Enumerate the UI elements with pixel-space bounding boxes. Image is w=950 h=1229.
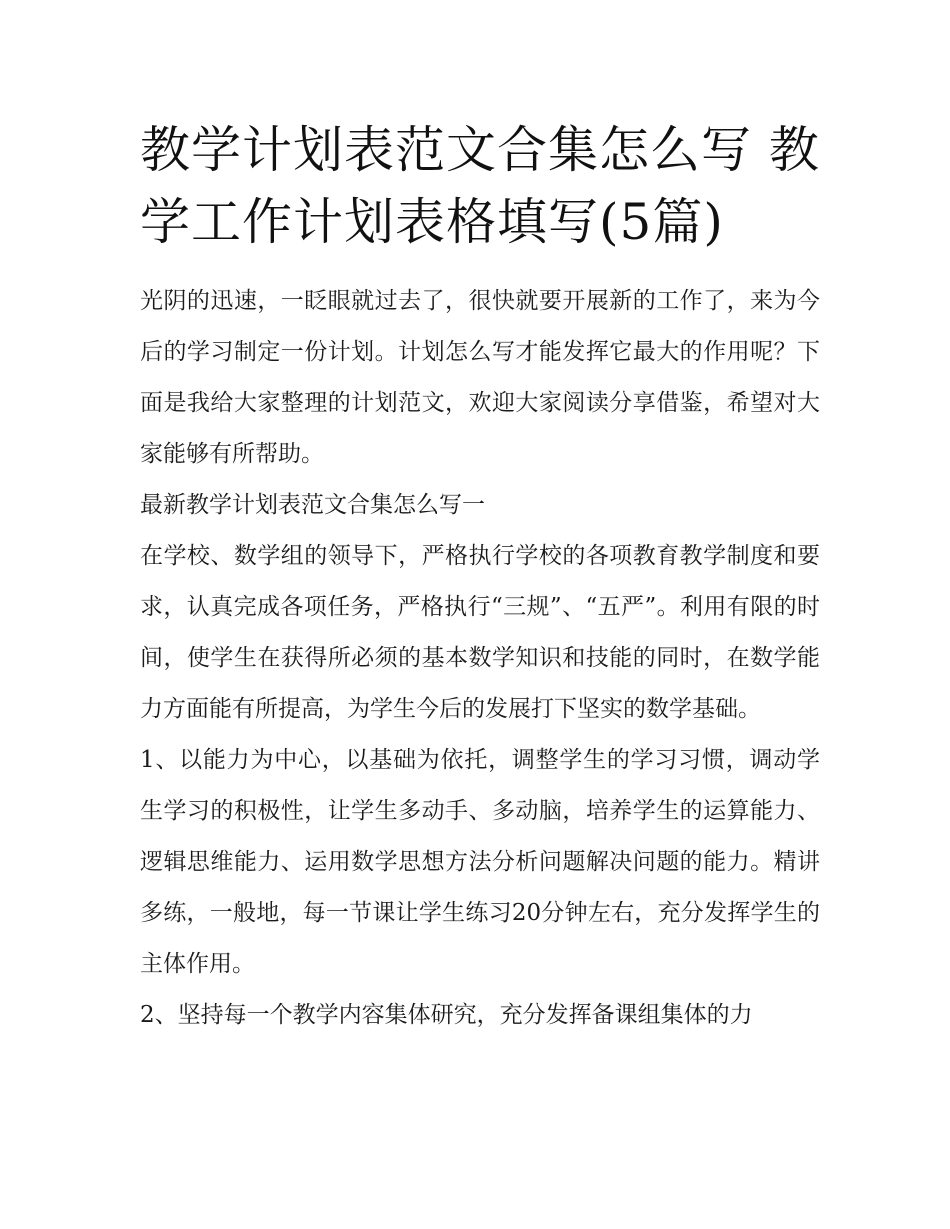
section-heading: 最新教学计划表范文合集怎么写一 bbox=[140, 492, 485, 518]
body-paragraph: 在学校、数学组的领导下，严格执行学校的各项教育教学制度和要求，认真完成各项任务，严格执行“三规”、“五严”。利用有限的时间，使学生在获得所必须的基本数学知识和技能的同时，在数学能力方面能有所提高，为学生今后的发展打下坚实的数学基础。 bbox=[140, 543, 820, 722]
list-item: 1、以能力为中心，以基础为依托，调整学生的学习习惯，调动学生学习的积极性，让学生多动手、多动脑，培养学生的运算能力、逻辑思维能力、运用数学思想方法分析问题解决问题的能力。精讲多练，一般地，每一节课让学生练习20分钟左右，充分发挥学生的主体作用。 bbox=[140, 747, 820, 977]
intro-paragraph: 光阴的迅速，一眨眼就过去了，很快就要开展新的工作了，来为今后的学习制定一份计划。计划怎么写才能发挥它最大的作用呢？下面是我给大家整理的计划范文，欢迎大家阅读分享借鉴，希望对大家能够有所帮助。 bbox=[140, 288, 820, 467]
document-title: 教学计划表范文合集怎么写 教学工作计划表格填写(5篇) bbox=[140, 121, 820, 251]
document-body bbox=[140, 276, 820, 1041]
list-item: 2、坚持每一个教学内容集体研究，充分发挥备课组集体的力 bbox=[140, 1002, 753, 1028]
